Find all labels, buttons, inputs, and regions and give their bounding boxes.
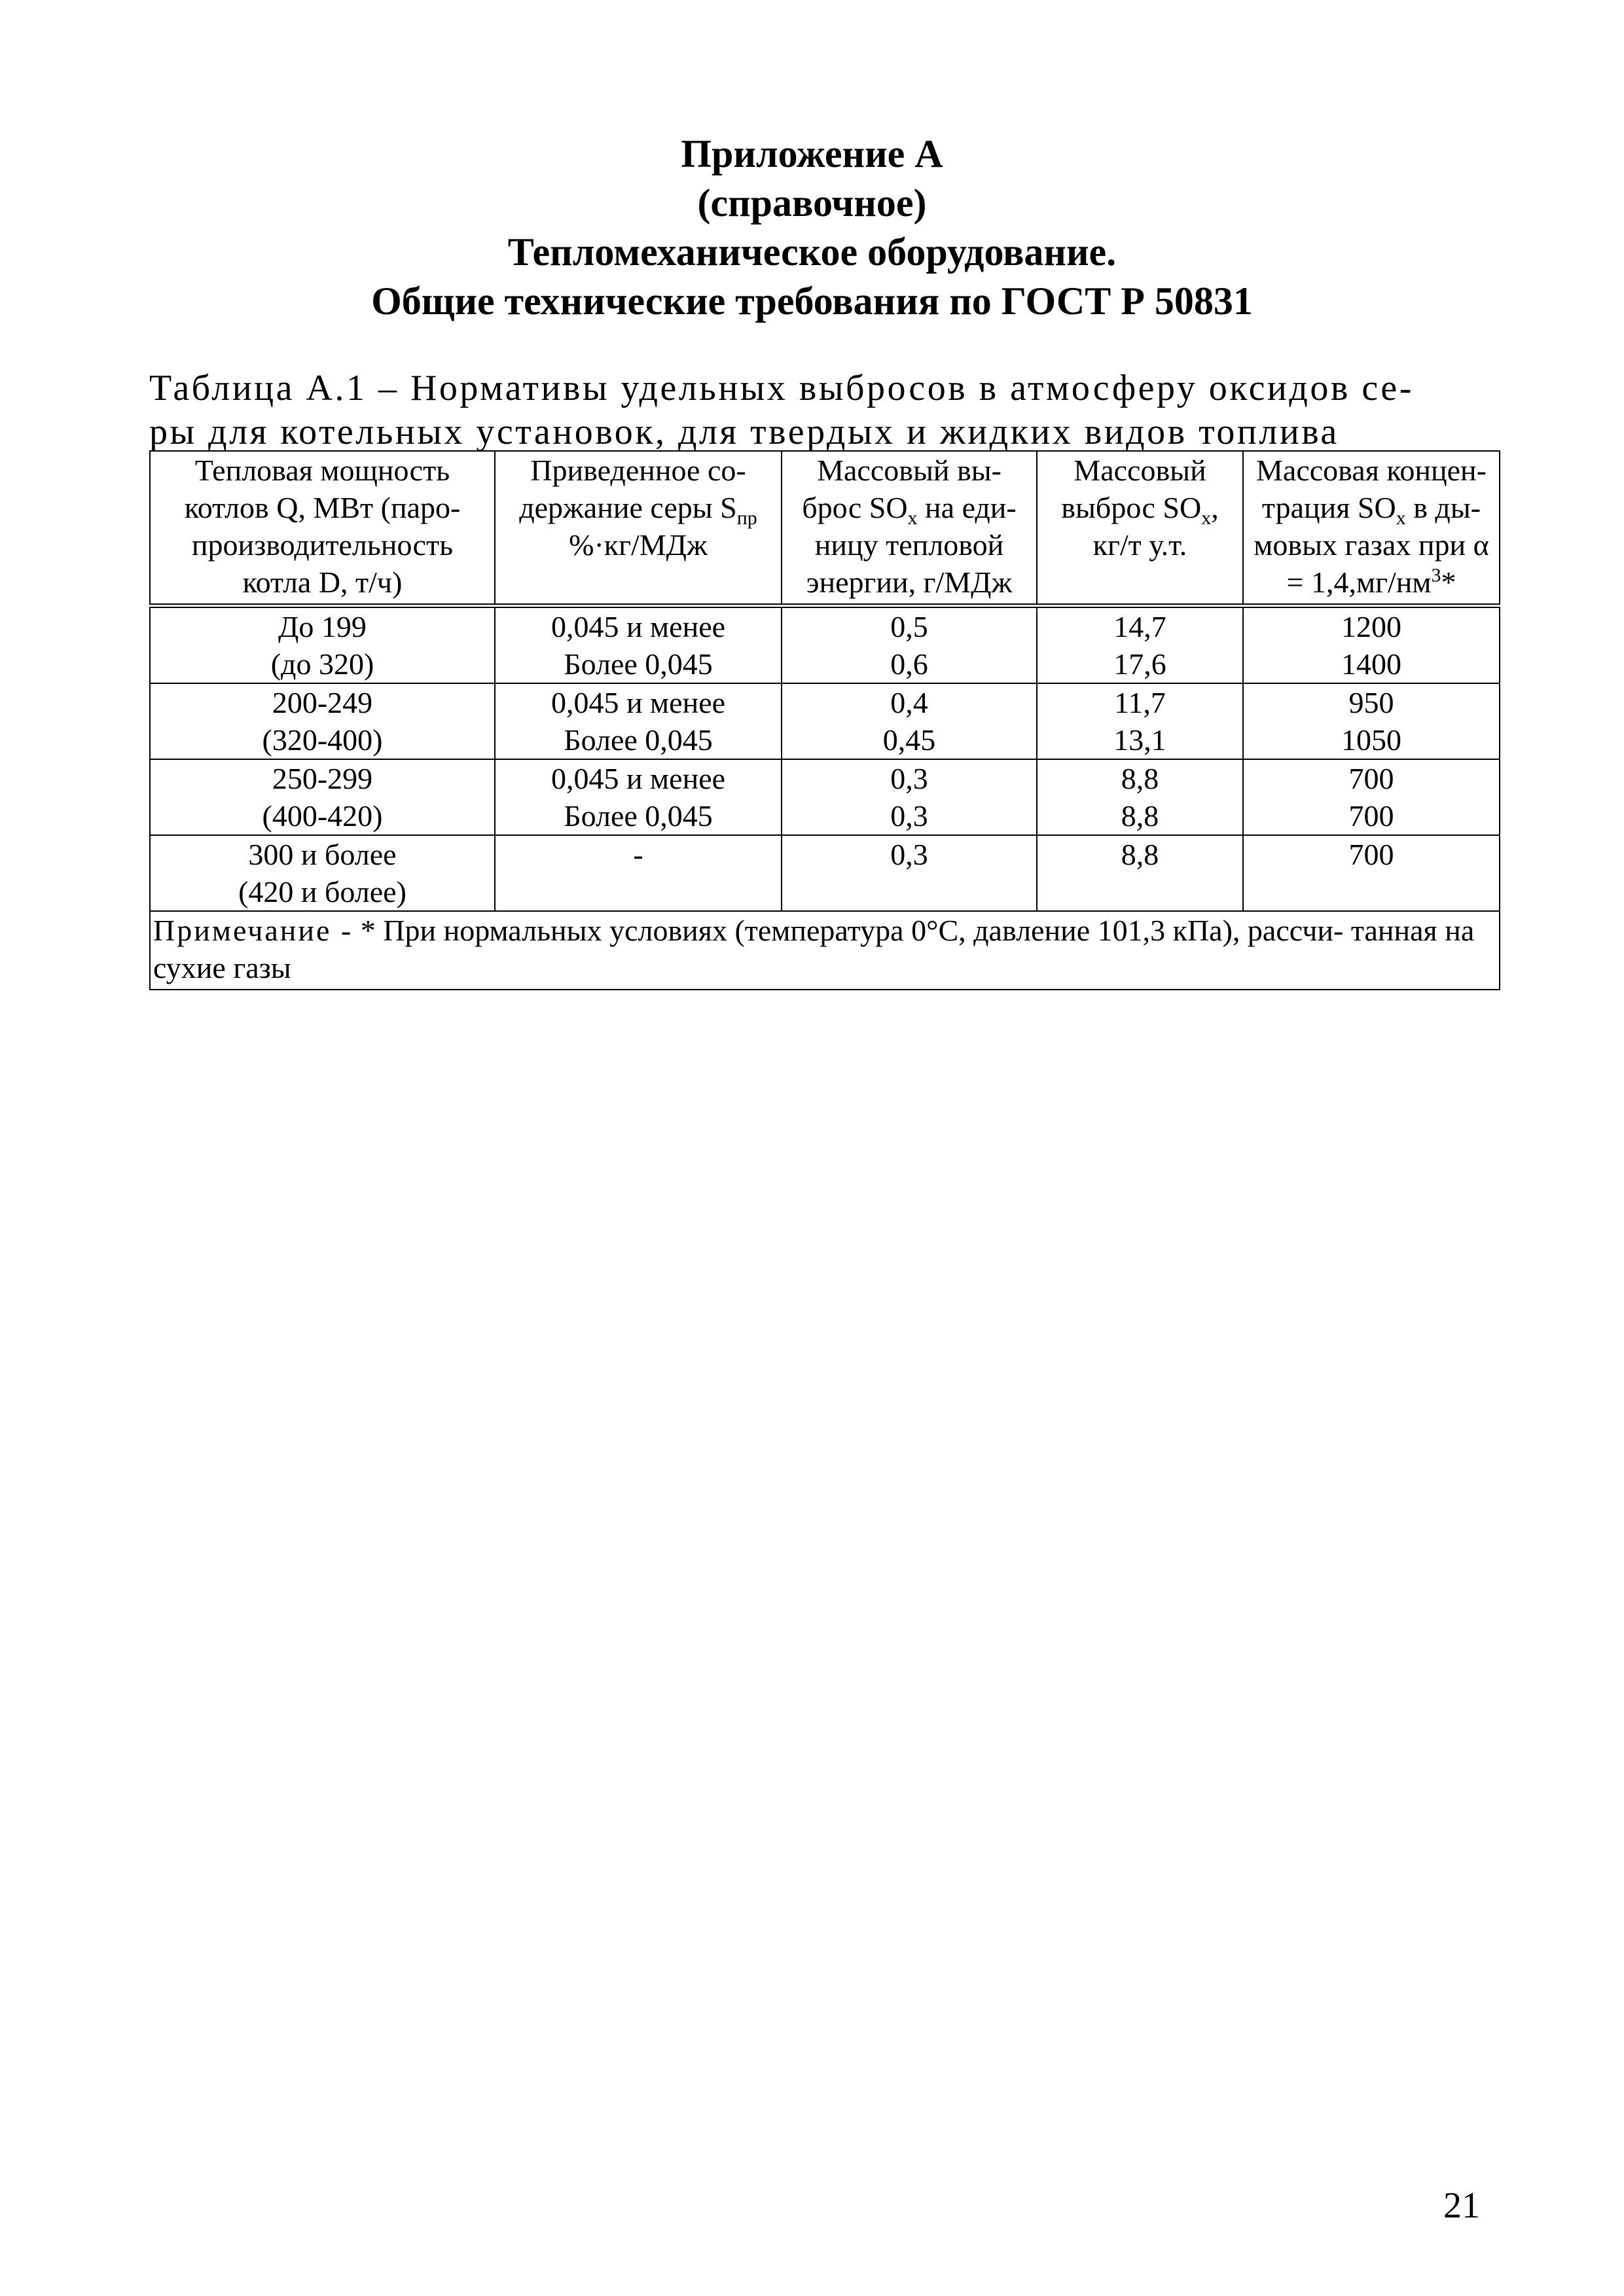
cell-value: 13,1 [1113, 723, 1166, 757]
cell-value: 0,5 [890, 610, 928, 643]
cell-emission-concentration [1243, 759, 1500, 835]
cell-value: 14,7 [1113, 610, 1166, 643]
cell-sulfur-content [495, 606, 782, 684]
note-label: Примечание - [153, 914, 353, 947]
cell-value: До 199 [278, 610, 367, 643]
cell-value: 0,045 и менее [550, 686, 726, 719]
cell-emission-per-fuel [1037, 606, 1243, 684]
cell-value: (400-420) [262, 799, 383, 833]
note-text-line-1: * При нормальных условиях (температура 0°С, давление 101,3 кПа), рассчи- [353, 914, 1344, 947]
table-row [150, 835, 1500, 911]
appendix-title-line-4: Общие технические требования по ГОСТ Р 50831 [371, 279, 1253, 323]
cell-value: Более 0,045 [564, 799, 713, 833]
cell-emission-per-energy [782, 835, 1037, 911]
appendix-title-line-1: Приложение А [681, 132, 943, 175]
cell-value: (420 и более) [238, 875, 406, 908]
cell-value: 17,6 [1113, 647, 1166, 681]
header-emission-per-energy: Массовый вы- брос $SO_x$ на еди- ницу тепловой энергии, г/МДж [782, 451, 1037, 606]
table-row [150, 606, 1500, 684]
appendix-title-line-3: Тепломеханическое оборудование. [507, 230, 1117, 274]
cell-value: 700 [1348, 838, 1394, 871]
cell-boiler-capacity [150, 606, 495, 684]
cell-value: - [633, 838, 643, 871]
cell-emission-concentration [1243, 606, 1500, 684]
header-emission-per-fuel: Массовый выброс $SO_x$, кг/т у.т. [1037, 451, 1243, 606]
cell-value: 8,8 [1121, 762, 1159, 795]
cell-value: 700 [1348, 799, 1394, 833]
cell-emission-per-fuel [1037, 759, 1243, 835]
cell-value: 0,3 [890, 799, 928, 833]
cell-emission-per-fuel [1037, 683, 1243, 759]
cell-emission-concentration [1243, 835, 1500, 911]
cell-value: 0,45 [882, 723, 936, 757]
cell-value: 0,6 [890, 647, 928, 681]
table-row [150, 759, 1500, 835]
cell-value: 700 [1348, 762, 1394, 795]
cell-value: Более 0,045 [564, 647, 713, 681]
cell-value: (до 320) [270, 647, 374, 681]
cell-boiler-capacity [150, 835, 495, 911]
cell-sulfur-content [495, 759, 782, 835]
cell-boiler-capacity [150, 759, 495, 835]
table-note-row [150, 911, 1500, 990]
cell-value: 950 [1348, 686, 1394, 719]
cell-emission-per-energy [782, 606, 1037, 684]
cell-value: 8,8 [1121, 799, 1159, 833]
cell-value: (320-400) [262, 723, 383, 757]
table-caption [149, 367, 1498, 454]
table-header-row [150, 451, 1500, 606]
cell-value: 200-249 [272, 686, 373, 719]
emission-norms-table [149, 450, 1500, 990]
header-emission-concentration: Массовая концен- трация $SO_x$ в ды- мовых газах при α = $1,4,мг/нм^3*$ [1243, 451, 1500, 606]
cell-emission-concentration [1243, 683, 1500, 759]
cell-value: 0,3 [890, 762, 928, 795]
cell-value: 1050 [1341, 723, 1401, 757]
cell-emission-per-energy [782, 759, 1037, 835]
page-number: 21 [1443, 2185, 1480, 2226]
cell-value: Более 0,045 [564, 723, 713, 757]
table-row [150, 683, 1500, 759]
cell-value: 250-299 [272, 762, 373, 795]
appendix-title-line-2: (справочное) [697, 181, 927, 224]
table-caption-line-1: Таблица А.1 – Нормативы удельных выбросов в атмосферу оксидов се- [149, 368, 1414, 408]
cell-emission-per-fuel [1037, 835, 1243, 911]
cell-sulfur-content [495, 683, 782, 759]
cell-value: 11,7 [1114, 686, 1166, 719]
cell-boiler-capacity [150, 683, 495, 759]
table-caption-line-2: ры для котельных установок, для твердых и жидких видов топлива [149, 412, 1339, 452]
cell-value: 0,045 и менее [550, 762, 726, 795]
header-boiler-capacity: Тепловая мощность котлов Q, МВт (паро- производительность котла D, т/ч) [150, 451, 495, 606]
appendix-title [0, 130, 1624, 326]
table-body [150, 606, 1500, 912]
note-text-line-2: танная на сухие газы [153, 914, 1475, 984]
cell-value: 300 и более [248, 838, 397, 871]
cell-value: 0,045 и менее [550, 610, 726, 643]
cell-value: 0,4 [890, 686, 928, 719]
cell-value: 8,8 [1121, 838, 1159, 871]
header-sulfur-content: Приведенное со- держание серы $S_{пр}$ %·кг/МДж [495, 451, 782, 606]
table-note [150, 911, 1500, 990]
cell-value: 1200 [1341, 610, 1401, 643]
cell-value: 0,3 [890, 838, 928, 871]
cell-emission-per-energy [782, 683, 1037, 759]
cell-value: 1400 [1341, 647, 1401, 681]
cell-sulfur-content [495, 835, 782, 911]
